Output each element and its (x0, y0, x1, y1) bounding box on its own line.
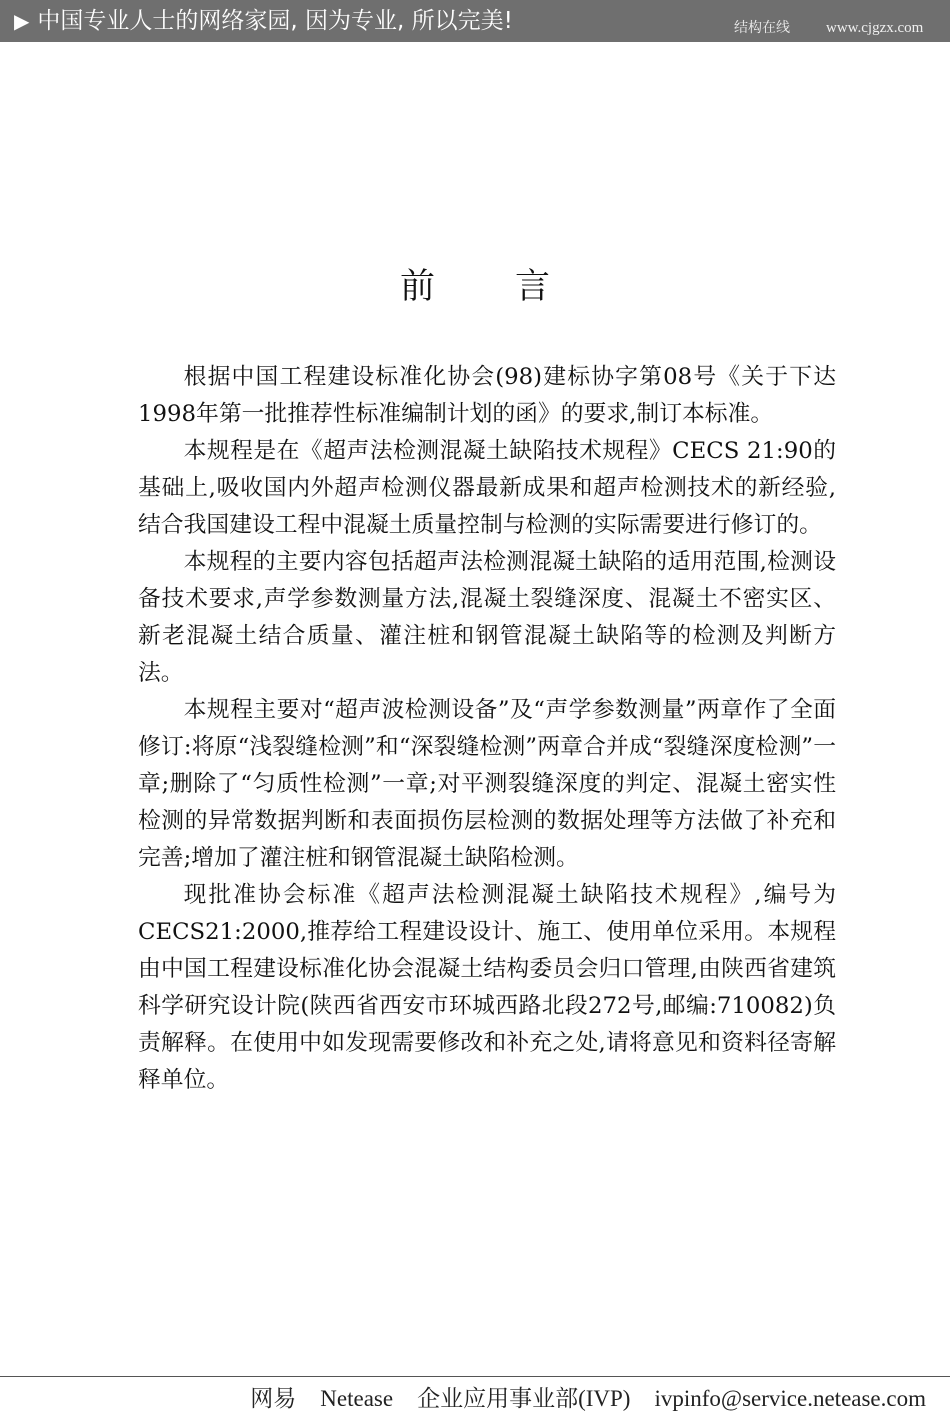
page-title: 前言 (399, 267, 630, 307)
footer-company-cn: 网易 (250, 1386, 297, 1411)
banner-site-name: 结构在线 (734, 20, 790, 36)
paragraph-4: 本规程主要对“超声波检测设备”及“声学参数测量”两章作了全面修订:将原“浅裂缝检测”和“深裂缝检测”两章合并成“裂缝深度检测”一章;删除了“匀质性检测”一章;对平测裂缝深度的判定、混凝土密实性检测的异常数据判断和表面损伤层检测的数据处理等方法做了补充和完善;增加了灌注桩和钢管混凝土缺陷检测。 (138, 697, 836, 871)
banner-site-url[interactable]: www.cjgzx.com (826, 20, 924, 36)
play-arrow-icon: ▶ (14, 9, 30, 33)
document-body (138, 359, 836, 1099)
banner-slogan-text: 中国专业人士的网络家园, 因为专业, 所以完美! (37, 8, 513, 34)
footer-company-en: Netease (320, 1386, 394, 1411)
footer (250, 1384, 926, 1414)
top-banner (0, 0, 950, 42)
footer-divider (0, 1376, 950, 1377)
paragraph-3: 本规程的主要内容包括超声法检测混凝土缺陷的适用范围,检测设备技术要求,声学参数测量方法,混凝土裂缝深度、混凝土不密实区、新老混凝土结合质量、灌注桩和钢管混凝土缺陷等的检测及判断方法。 (138, 549, 836, 686)
footer-email[interactable]: ivpinfo@service.netease.com (654, 1386, 926, 1411)
paragraph-2: 本规程是在《超声法检测混凝土缺陷技术规程》CECS 21:90的基础上,吸收国内外超声检测仪器最新成果和超声检测技术的新经验,结合我国建设工程中混凝土质量控制与检测的实际需要进行修订的。 (138, 438, 836, 538)
banner-slogan (14, 6, 513, 36)
footer-division: 企业应用事业部(IVP) (417, 1386, 631, 1411)
paragraph-5: 现批准协会标准《超声法检测混凝土缺陷技术规程》,编号为CECS21:2000,推荐给工程建设设计、施工、使用单位采用。本规程由中国工程建设标准化协会混凝土结构委员会归口管理,由陕西省建筑科学研究设计院(陕西省西安市环城西路北段272号,邮编:710082)负责解释。在使用中如发现需要修改和补充之处,请将意见和资料径寄解释单位。 (138, 882, 836, 1093)
paragraph-1: 根据中国工程建设标准化协会(98)建标协字第08号《关于下达1998年第一批推荐性标准编制计划的函》的要求,制订本标准。 (138, 364, 836, 427)
